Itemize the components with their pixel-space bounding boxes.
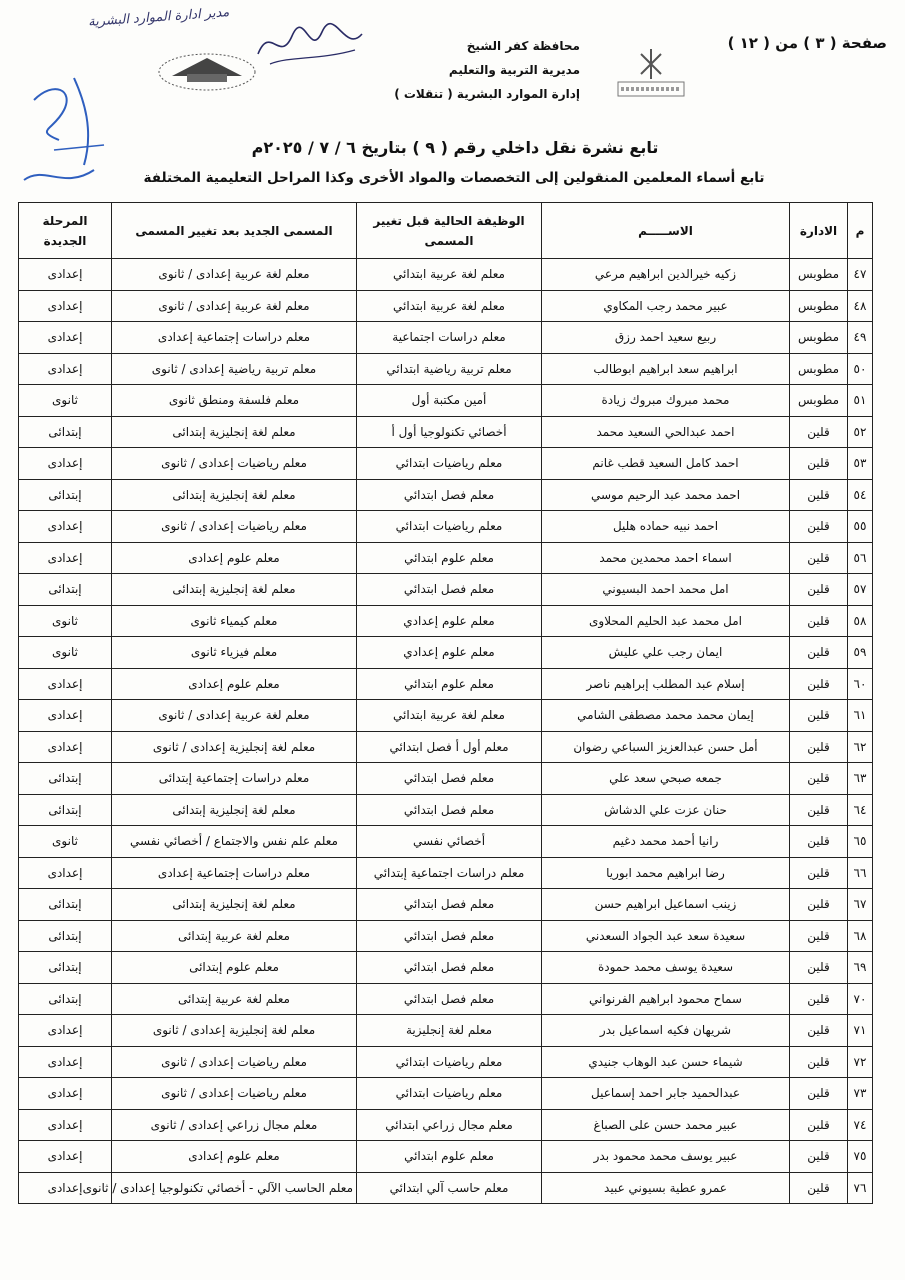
cell-new-stage: إعدادى xyxy=(19,668,112,700)
cell-new-title: معلم تربية رياضية إعدادى / ثانوى xyxy=(112,353,357,385)
cell-new-title: معلم دراسات إجتماعية إعدادى xyxy=(112,857,357,889)
cell-number: ٥٨ xyxy=(848,605,873,637)
cell-administration: قلين xyxy=(790,1109,848,1141)
cell-new-stage: إبتدائى xyxy=(19,889,112,921)
cell-number: ٦٠ xyxy=(848,668,873,700)
cell-administration: قلين xyxy=(790,920,848,952)
cell-new-title: معلم لغة إنجليزية إبتدائى xyxy=(112,794,357,826)
cell-name: اسماء احمد محمدين محمد xyxy=(542,542,790,574)
col-header-admin: الادارة xyxy=(790,203,848,259)
table-row xyxy=(19,479,873,511)
cell-new-title: معلم دراسات إجتماعية إبتدائى xyxy=(112,763,357,795)
cell-new-stage: إعدادى xyxy=(19,322,112,354)
cell-name: أمل حسن عبدالعزيز السباعي رضوان xyxy=(542,731,790,763)
table-row xyxy=(19,763,873,795)
department-label: إدارة الموارد البشرية ( تنقلات ) xyxy=(394,87,580,101)
cell-number: ٧٠ xyxy=(848,983,873,1015)
cell-old-job: أخصائي نفسي xyxy=(357,826,542,858)
cell-administration: قلين xyxy=(790,1078,848,1110)
cell-number: ٧٢ xyxy=(848,1046,873,1078)
cell-name: رضا ابراهيم محمد ابوريا xyxy=(542,857,790,889)
cell-new-title: معلم لغة عربية إعدادى / ثانوى xyxy=(112,259,357,291)
cell-old-job: أخصائي تكنولوجيا أول أ xyxy=(357,416,542,448)
table-row xyxy=(19,637,873,669)
cell-name: سعيدة سعد عبد الجواد السعدني xyxy=(542,920,790,952)
cell-number: ٦٥ xyxy=(848,826,873,858)
cell-new-title: معلم لغة إنجليزية إبتدائى xyxy=(112,416,357,448)
cell-name: إسلام عبد المطلب إبراهيم ناصر xyxy=(542,668,790,700)
cell-administration: قلين xyxy=(790,574,848,606)
cell-administration: مطوبس xyxy=(790,259,848,291)
cell-name: شريهان فكيه اسماعيل بدر xyxy=(542,1015,790,1047)
cell-new-title: معلم دراسات إجتماعية إعدادى xyxy=(112,322,357,354)
cell-number: ٥١ xyxy=(848,385,873,417)
cell-number: ٧١ xyxy=(848,1015,873,1047)
cell-administration: قلين xyxy=(790,637,848,669)
cell-administration: مطوبس xyxy=(790,322,848,354)
cell-name: سماح محمود ابراهيم الفرنواني xyxy=(542,983,790,1015)
cell-new-title: معلم لغة إنجليزية إبتدائى xyxy=(112,889,357,921)
cell-administration: مطوبس xyxy=(790,385,848,417)
table-row xyxy=(19,1172,873,1204)
document-subtitle: تابع أسماء المعلمين المنقولين إلى التخصصات والمواد الأخرى وكذا المراحل التعليمية المختلفة xyxy=(143,170,765,186)
cell-number: ٥٢ xyxy=(848,416,873,448)
table-header-row xyxy=(19,203,873,259)
cell-administration: مطوبس xyxy=(790,353,848,385)
table-row xyxy=(19,511,873,543)
cell-name: احمد كامل السعيد قطب غانم xyxy=(542,448,790,480)
cell-administration: قلين xyxy=(790,794,848,826)
cell-number: ٦٢ xyxy=(848,731,873,763)
cell-new-title: معلم كيمياء ثانوى xyxy=(112,605,357,637)
table-row xyxy=(19,1078,873,1110)
cell-number: ٦٧ xyxy=(848,889,873,921)
cell-number: ٦٨ xyxy=(848,920,873,952)
cell-name: عمرو عطية بسيوني عبيد xyxy=(542,1172,790,1204)
table-row xyxy=(19,889,873,921)
cell-new-title: معلم علوم إبتدائى xyxy=(112,952,357,984)
cell-new-title: معلم فلسفة ومنطق ثانوى xyxy=(112,385,357,417)
cell-new-stage: إعدادى xyxy=(19,1015,112,1047)
cell-name: احمد محمد عبد الرحيم موسي xyxy=(542,479,790,511)
cell-name: رانيا أحمد محمد دغيم xyxy=(542,826,790,858)
table-row xyxy=(19,1109,873,1141)
cell-number: ٦٩ xyxy=(848,952,873,984)
cell-old-job: معلم أول أ فصل ابتدائي xyxy=(357,731,542,763)
cell-administration: قلين xyxy=(790,479,848,511)
cell-name: ربيع سعيد احمد رزق xyxy=(542,322,790,354)
table-row xyxy=(19,1015,873,1047)
cell-new-stage: ثانوى xyxy=(19,826,112,858)
table-row xyxy=(19,857,873,889)
cell-old-job: معلم رياضيات ابتدائي xyxy=(357,1078,542,1110)
cell-number: ٥٥ xyxy=(848,511,873,543)
cell-name: عبير محمد رجب المكاوي xyxy=(542,290,790,322)
cell-number: ٤٨ xyxy=(848,290,873,322)
cell-new-title: معلم الحاسب الآلي - أخصائي تكنولوجيا إعدادى / ثانوى xyxy=(112,1172,357,1204)
table-row xyxy=(19,574,873,606)
cell-new-stage: إعدادى xyxy=(19,542,112,574)
cell-new-stage: إعدادى xyxy=(19,1078,112,1110)
cell-administration: قلين xyxy=(790,1141,848,1173)
cell-name: ايمان رجب علي عليش xyxy=(542,637,790,669)
cell-new-stage: إعدادى xyxy=(19,731,112,763)
table-row xyxy=(19,731,873,763)
cell-old-job: معلم حاسب آلي ابتدائي xyxy=(357,1172,542,1204)
cell-new-stage: إعدادى xyxy=(19,1046,112,1078)
table-row xyxy=(19,826,873,858)
cell-old-job: معلم فصل ابتدائي xyxy=(357,479,542,511)
cell-new-title: معلم رياضيات إعدادى / ثانوى xyxy=(112,1046,357,1078)
cell-old-job: معلم تربية رياضية ابتدائي xyxy=(357,353,542,385)
cell-old-job: معلم فصل ابتدائي xyxy=(357,889,542,921)
cell-number: ٦١ xyxy=(848,700,873,732)
col-header-new-title: المسمى الجديد بعد تغيير المسمى xyxy=(112,203,357,259)
cell-administration: قلين xyxy=(790,668,848,700)
cell-administration: قلين xyxy=(790,763,848,795)
cell-new-title: معلم علوم إعدادى xyxy=(112,1141,357,1173)
cell-name: شيماء حسن عبد الوهاب جنيدي xyxy=(542,1046,790,1078)
cell-new-title: معلم فيزياء ثانوى xyxy=(112,637,357,669)
cell-new-title: معلم علوم إعدادى xyxy=(112,542,357,574)
col-header-name: الاســـــم xyxy=(542,203,790,259)
cell-old-job: معلم دراسات اجتماعية xyxy=(357,322,542,354)
cell-old-job: معلم علوم ابتدائي xyxy=(357,1141,542,1173)
table-row xyxy=(19,983,873,1015)
cell-new-title: معلم علم نفس والاجتماع / أخصائي نفسي xyxy=(112,826,357,858)
cell-number: ٥٤ xyxy=(848,479,873,511)
cell-number: ٥٣ xyxy=(848,448,873,480)
cell-administration: قلين xyxy=(790,448,848,480)
cell-old-job: معلم فصل ابتدائي xyxy=(357,794,542,826)
table-row xyxy=(19,920,873,952)
cell-name: محمد مبروك مبروك زيادة xyxy=(542,385,790,417)
cell-name: امل محمد احمد البسيوني xyxy=(542,574,790,606)
col-header-num: م xyxy=(848,203,873,259)
cell-new-title: معلم لغة عربية إبتدائى xyxy=(112,920,357,952)
cell-new-stage: إبتدائى xyxy=(19,763,112,795)
cell-name: احمد عبدالحي السعيد محمد xyxy=(542,416,790,448)
cell-old-job: معلم مجال زراعي ابتدائي xyxy=(357,1109,542,1141)
cell-new-stage: إبتدائى xyxy=(19,574,112,606)
cell-new-stage: إعدادى xyxy=(19,353,112,385)
cell-new-title: معلم لغة إنجليزية إعدادى / ثانوى xyxy=(112,731,357,763)
cell-administration: قلين xyxy=(790,511,848,543)
table-row xyxy=(19,322,873,354)
cell-administration: قلين xyxy=(790,700,848,732)
table-row xyxy=(19,952,873,984)
cell-old-job: معلم دراسات اجتماعية إبتدائي xyxy=(357,857,542,889)
cell-name: احمد نبيه حماده هليل xyxy=(542,511,790,543)
cell-number: ٦٦ xyxy=(848,857,873,889)
cell-old-job: معلم لغة عربية ابتدائي xyxy=(357,700,542,732)
cell-new-stage: ثانوى xyxy=(19,637,112,669)
cell-new-stage: إعدادى xyxy=(19,259,112,291)
table-row xyxy=(19,353,873,385)
cell-old-job: معلم علوم ابتدائي xyxy=(357,668,542,700)
cell-new-title: معلم لغة إنجليزية إعدادى / ثانوى xyxy=(112,1015,357,1047)
cell-new-stage: إبتدائى xyxy=(19,794,112,826)
cell-new-stage: إبتدائى xyxy=(19,479,112,511)
cell-number: ٧٦ xyxy=(848,1172,873,1204)
cell-administration: قلين xyxy=(790,952,848,984)
table-row xyxy=(19,542,873,574)
cell-number: ٤٧ xyxy=(848,259,873,291)
col-header-old-job: الوظيفة الحالية قبل تغيير المسمى xyxy=(357,203,542,259)
cell-new-stage: إعدادى xyxy=(19,1172,112,1204)
cell-name: إيمان محمد محمد مصطفى الشامي xyxy=(542,700,790,732)
cell-new-stage: إبتدائى xyxy=(19,952,112,984)
cell-new-title: معلم علوم إعدادى xyxy=(112,668,357,700)
table-row xyxy=(19,1141,873,1173)
cell-administration: قلين xyxy=(790,731,848,763)
cell-number: ٥٧ xyxy=(848,574,873,606)
cell-new-stage: إعدادى xyxy=(19,511,112,543)
col-header-new-stage: المرحلة الجديدة xyxy=(19,203,112,259)
cell-administration: قلين xyxy=(790,1046,848,1078)
cell-new-stage: إبتدائى xyxy=(19,416,112,448)
cell-new-title: معلم رياضيات إعدادى / ثانوى xyxy=(112,448,357,480)
cell-old-job: معلم فصل ابتدائي xyxy=(357,763,542,795)
cell-new-stage: إعدادى xyxy=(19,448,112,480)
cell-name: جمعه صبحي سعد علي xyxy=(542,763,790,795)
cell-old-job: معلم رياضيات ابتدائي xyxy=(357,448,542,480)
cell-name: امل محمد عبد الحليم المحلاوى xyxy=(542,605,790,637)
cell-name: عبير محمد حسن على الصباغ xyxy=(542,1109,790,1141)
cell-administration: قلين xyxy=(790,605,848,637)
cell-new-stage: إبتدائى xyxy=(19,983,112,1015)
table-row xyxy=(19,794,873,826)
cell-old-job: معلم فصل ابتدائي xyxy=(357,920,542,952)
cell-new-stage: إعدادى xyxy=(19,1141,112,1173)
cell-new-title: معلم لغة عربية إعدادى / ثانوى xyxy=(112,700,357,732)
table-row xyxy=(19,700,873,732)
document-title: تابع نشرة نقل داخلي رقم ( ٩ ) بتاريخ ٦ / ٧ / ٢٠٢٥م xyxy=(251,138,659,157)
cell-old-job: معلم علوم إعدادي xyxy=(357,605,542,637)
cell-name: حنان عزت علي الدشاش xyxy=(542,794,790,826)
table-row xyxy=(19,605,873,637)
cell-administration: قلين xyxy=(790,983,848,1015)
cell-new-stage: إعدادى xyxy=(19,857,112,889)
cell-new-stage: إبتدائى xyxy=(19,920,112,952)
cell-number: ٦٣ xyxy=(848,763,873,795)
cell-new-stage: إعدادى xyxy=(19,290,112,322)
cell-name: سعيدة يوسف محمد حمودة xyxy=(542,952,790,984)
cell-name: عبير يوسف محمد محمود بدر xyxy=(542,1141,790,1173)
cell-administration: مطوبس xyxy=(790,290,848,322)
table-row xyxy=(19,1046,873,1078)
cell-new-title: معلم لغة عربية إبتدائى xyxy=(112,983,357,1015)
cell-old-job: معلم فصل ابتدائي xyxy=(357,574,542,606)
cell-administration: قلين xyxy=(790,1015,848,1047)
table-row xyxy=(19,668,873,700)
cell-new-title: معلم لغة إنجليزية إبتدائى xyxy=(112,574,357,606)
cell-old-job: أمين مكتبة أول xyxy=(357,385,542,417)
directorate-logo-icon xyxy=(606,44,696,104)
cell-old-job: معلم رياضيات ابتدائي xyxy=(357,1046,542,1078)
directorate-label: مديرية التربية والتعليم xyxy=(448,63,580,77)
cell-name: ابراهيم سعد ابراهيم ابوطالب xyxy=(542,353,790,385)
cell-new-title: معلم لغة إنجليزية إبتدائى xyxy=(112,479,357,511)
cell-name: زكيه خيرالدين ابراهيم مرعي xyxy=(542,259,790,291)
header-block xyxy=(340,34,580,106)
cell-administration: قلين xyxy=(790,542,848,574)
cell-number: ٤٩ xyxy=(848,322,873,354)
page-number: صفحة ( ٣ ) من ( ١٢ ) xyxy=(727,34,887,52)
cell-new-stage: إعدادى xyxy=(19,1109,112,1141)
cell-number: ٦٤ xyxy=(848,794,873,826)
table-row xyxy=(19,385,873,417)
cell-administration: قلين xyxy=(790,889,848,921)
cell-administration: قلين xyxy=(790,1172,848,1204)
handwritten-note: مدير ادارة الموارد البشرية xyxy=(87,5,230,30)
transfer-table xyxy=(18,202,873,1204)
cell-old-job: معلم رياضيات ابتدائي xyxy=(357,511,542,543)
table-row xyxy=(19,259,873,291)
cell-administration: قلين xyxy=(790,857,848,889)
cell-name: زينب اسماعيل ابراهيم حسن xyxy=(542,889,790,921)
cell-new-stage: ثانوى xyxy=(19,605,112,637)
cell-name: عبدالحميد جابر احمد إسماعيل xyxy=(542,1078,790,1110)
ministry-logo-icon xyxy=(152,44,262,94)
cell-old-job: معلم علوم إعدادي xyxy=(357,637,542,669)
cell-old-job: معلم علوم ابتدائي xyxy=(357,542,542,574)
cell-old-job: معلم لغة عربية ابتدائي xyxy=(357,259,542,291)
governorate-label: محافظة كفر الشيخ xyxy=(466,39,580,53)
cell-number: ٧٤ xyxy=(848,1109,873,1141)
cell-administration: قلين xyxy=(790,826,848,858)
cell-new-title: معلم رياضيات إعدادى / ثانوى xyxy=(112,1078,357,1110)
cell-new-title: معلم مجال زراعي إعدادى / ثانوى xyxy=(112,1109,357,1141)
cell-new-stage: إعدادى xyxy=(19,700,112,732)
cell-old-job: معلم فصل ابتدائي xyxy=(357,983,542,1015)
cell-number: ٧٥ xyxy=(848,1141,873,1173)
cell-administration: قلين xyxy=(790,416,848,448)
cell-number: ٥٠ xyxy=(848,353,873,385)
cell-new-title: معلم رياضيات إعدادى / ثانوى xyxy=(112,511,357,543)
cell-new-title: معلم لغة عربية إعدادى / ثانوى xyxy=(112,290,357,322)
table-row xyxy=(19,416,873,448)
cell-new-stage: ثانوى xyxy=(19,385,112,417)
table-row xyxy=(19,290,873,322)
cell-old-job: معلم لغة عربية ابتدائي xyxy=(357,290,542,322)
cell-number: ٧٣ xyxy=(848,1078,873,1110)
cell-number: ٥٦ xyxy=(848,542,873,574)
cell-old-job: معلم لغة إنجليزية xyxy=(357,1015,542,1047)
table-row xyxy=(19,448,873,480)
cell-number: ٥٩ xyxy=(848,637,873,669)
cell-old-job: معلم فصل ابتدائي xyxy=(357,952,542,984)
